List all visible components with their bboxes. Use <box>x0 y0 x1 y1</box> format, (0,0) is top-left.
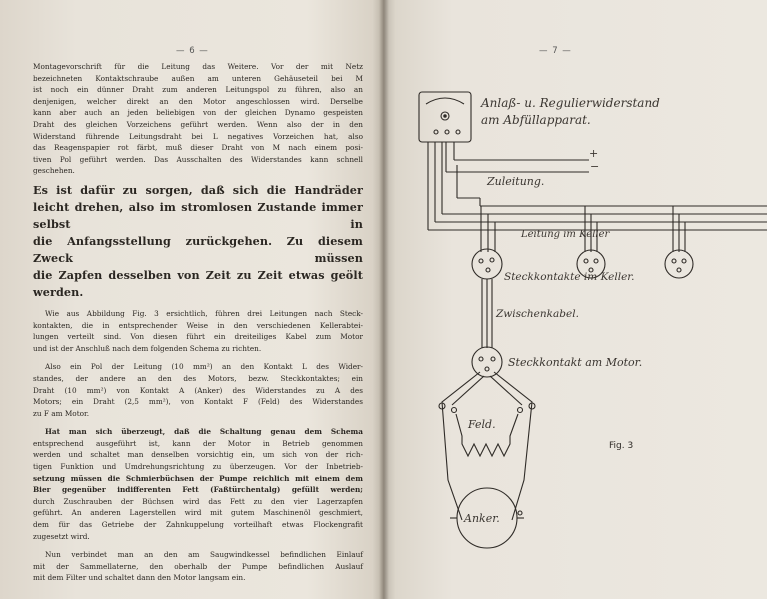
text-line: Montagevorschrift für die Leitung das Weitere. Vor der mit Netz <box>33 62 363 71</box>
text-line: Motors; ein Draht (2,5 mm²), von Kontakt F (Feld) des Widerstandes <box>33 397 363 407</box>
paragraph-5 <box>33 426 363 542</box>
text-line: kann aber auch an jeden beliebigen von der gleichen Dynamo gespeisten <box>33 108 363 118</box>
minus-sign: − <box>590 160 600 173</box>
text-line: denjenigen, welcher direkt an den Motor angeschlossen wird. Derselbe <box>33 96 363 106</box>
text-line: werden und schaltet man denselben vorsichtig ein, um sich von der rich- <box>33 450 363 460</box>
book-gutter <box>379 0 389 599</box>
label-intermediate-cable: Zwischenkabel. <box>496 308 579 320</box>
paragraph-6 <box>33 549 363 584</box>
label-motor-socket: Steckkontakt am Motor. <box>508 356 643 369</box>
label-cellar-sockets: Steckkontakte im Keller. <box>504 271 635 283</box>
text-line: mit der Sammellaterne, den oberhalb der Pumpe befindlichen Auslauf <box>33 561 363 571</box>
text-line: Draht (10 mm²) von Kontakt A (Anker) des Widerstandes zu A des <box>33 385 363 395</box>
text-line: Wie aus Abbildung Fig. 3 ersichtlich, führen drei Leitungen nach Steck- <box>45 308 363 318</box>
text-line: setzung müssen die Schmierbüchsen der Pumpe reichlich mit einem dem <box>33 473 363 483</box>
text-line: Hat man sich überzeugt, daß die Schaltung genau dem Schema <box>45 427 363 437</box>
page-number-right: — 7 — <box>539 46 572 56</box>
label-resistor: Anlaß- u. Regulierwiderstand <box>481 96 660 110</box>
text-line: und ist der Anschluß nach dem folgenden Schema zu richten. <box>33 343 262 353</box>
page-number-left: — 6 — <box>176 46 209 56</box>
paragraph-2-emphasis <box>33 182 363 301</box>
text-line: Draht des gleichen Vorzeichens geführt werden. Wenn also der in den <box>33 119 363 129</box>
figure-caption: Fig. 3 <box>609 441 634 451</box>
text-line: Also ein Pol der Leitung (10 mm²) an den Kontakt L des Wider- <box>45 362 363 372</box>
text-line: leicht drehen, also im stromlosen Zustande immer selbst in <box>33 199 363 231</box>
paragraph-1 <box>33 61 363 177</box>
text-line: die Anfangsstellung zurückgehen. Zu diesem Zweck müssen <box>33 233 363 265</box>
left-page-text <box>33 61 363 591</box>
resistor-dial-arc <box>426 98 464 104</box>
text-line: bezeichneten Kontaktschraube außen am unteren Gehäuseteil bei M <box>33 73 363 83</box>
text-line: das Reagenspapier rot färbt, muß dieser Draht von M nach einem posi- <box>33 143 363 153</box>
text-line: mit dem Filter und schaltet dann den Motor langsam ein. <box>33 573 246 583</box>
label-supply: Zuleitung. <box>487 175 545 188</box>
label-armature: Anker. <box>464 512 500 525</box>
text-line: Nun verbindet man an den am Saugwindkessel befindlichen Einlauf <box>45 550 363 560</box>
terminal-F <box>456 130 460 134</box>
paragraph-4 <box>33 361 363 419</box>
motor-plug-socket <box>472 347 502 377</box>
text-line: lungen verteilt sind. Von diesen führt ein dreiteiliges Kabel zum Motor <box>33 332 363 342</box>
label-resistor-location: am Abfüllapparat. <box>481 113 591 127</box>
label-field: Feld. <box>468 418 496 431</box>
text-line: Widerstand führende Leitungsdraht bei L negatives Vorzeichen hat, also <box>33 131 363 141</box>
right-page <box>384 0 767 599</box>
plug-socket-1 <box>472 249 502 279</box>
text-line: kontakten, die in entsprechender Weise in den verschiedenen Kellerabtei- <box>33 320 363 330</box>
text-line: tigen Funktion und Umdrehungsrichtung zu überzeugen. Vor der Inbetrieb- <box>33 462 363 472</box>
text-line: zu F am Motor. <box>33 408 90 418</box>
text-line: Es ist dafür zu sorgen, daß sich die Handräder <box>33 182 363 197</box>
text-line: ist noch ein dünner Draht zum anderen Leitungspol zu führen, also an <box>33 85 363 95</box>
text-line: durch Zuschrauben der Büchsen wird das Fett zu den vier Lagerzapfen <box>33 496 363 506</box>
text-line: geführt. An anderen Lagerstellen wird mit gutem Maschinenöl geschmiert, <box>33 508 363 518</box>
text-line: zugesetzt wird. <box>33 531 90 541</box>
text-line: Bier gegenüber indifferenten Fett (Faßtürchentalg) gefüllt werden; <box>33 485 363 495</box>
motor-wire <box>442 372 480 520</box>
label-cellar-line: Leitung im Keller <box>521 229 610 240</box>
terminal-A <box>445 130 449 134</box>
text-line: die Zapfen desselben von Zeit zu Zeit etwas geölt werden. <box>33 267 363 299</box>
text-line: standes, der andere an den des Motors, bezw. Steckkontaktes; ein <box>33 373 363 383</box>
plus-sign: + <box>589 147 599 160</box>
text-line: entsprechend ausgeführt ist, kann der Motor in Betrieb genommen <box>33 438 363 448</box>
paragraph-3 <box>33 308 363 354</box>
text-line: tiven Pol geführt werden. Das Ausschalten des Widerstandes kann schnell <box>33 154 363 164</box>
text-line: geschehen. <box>33 166 75 176</box>
plug-socket-3 <box>665 250 693 278</box>
terminal-L <box>434 130 438 134</box>
wiring-diagram <box>384 0 767 599</box>
text-line: dem für das Getriebe der Zahnkuppelung vorteilhaft etwas Flockengrafit <box>33 520 363 530</box>
